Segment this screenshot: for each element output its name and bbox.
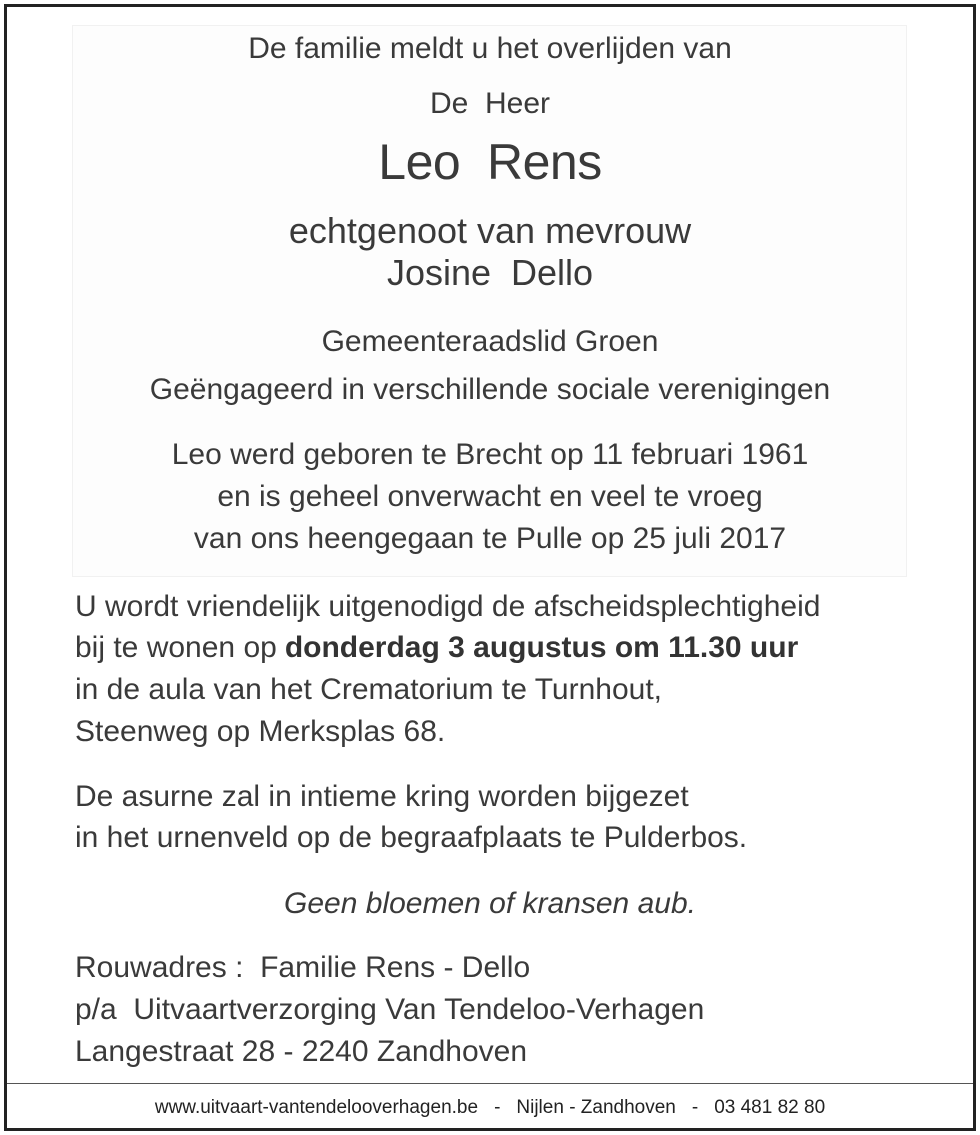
deceased-name: Leo Rens <box>378 134 602 190</box>
spouse-name: Josine Dello <box>386 252 594 293</box>
invitation-line-1: U wordt vriendelijk uitgenodigd de afscheidsplechtigheid <box>75 590 821 623</box>
invitation-line-3: in de aula van het Crematorium te Turnhout, <box>75 673 662 706</box>
bio-line-1: Leo werd geboren te Brecht op 11 februari 1961 <box>171 438 809 471</box>
flowers-note: Geen bloemen of kransen aub. <box>284 887 696 920</box>
address-line-2: p/a Uitvaartverzorging Van Tendeloo-Verhagen <box>75 993 705 1026</box>
spouse-line-1: echtgenoot van mevrouw <box>288 210 692 251</box>
invitation-line-4: Steenweg op Merksplas 68. <box>75 715 446 748</box>
ceremony-date-time: donderdag 3 augustus om 11.30 uur <box>284 631 799 664</box>
address-line-1: Rouwadres : Familie Rens - Dello <box>75 951 531 984</box>
footer-phone: 03 481 82 80 <box>714 1097 826 1118</box>
role-line-2: Geëngageerd in verschillende sociale verenigingen <box>149 373 831 406</box>
urn-line-2: in het urnenveld op de begraafplaats te Pulderbos. <box>75 821 748 854</box>
footer-separator: - <box>691 1097 699 1118</box>
website-link[interactable]: www.uitvaart-vantendelooverhagen.be <box>154 1097 479 1118</box>
intro-text: De familie meldt u het overlijden van <box>248 32 732 65</box>
invitation-line-2 <box>75 631 798 665</box>
bio-line-2: en is geheel onverwacht en veel te vroeg <box>217 480 763 513</box>
honorific: De Heer <box>429 87 551 120</box>
footer-separator: - <box>494 1097 501 1118</box>
address-line-3: Langestraat 28 - 2240 Zandhoven <box>75 1035 528 1068</box>
footer-divider <box>7 1083 973 1084</box>
invitation-line-2-prefix: bij te wonen op <box>75 631 277 664</box>
bio-line-3: van ons heengegaan te Pulle op 25 juli 2017 <box>193 522 787 555</box>
footer <box>0 1097 980 1119</box>
role-line-1: Gemeenteraadslid Groen <box>321 325 659 358</box>
footer-locations: Nijlen - Zandhoven <box>516 1097 676 1118</box>
urn-line-1: De asurne zal in intieme kring worden bijgezet <box>75 780 689 813</box>
